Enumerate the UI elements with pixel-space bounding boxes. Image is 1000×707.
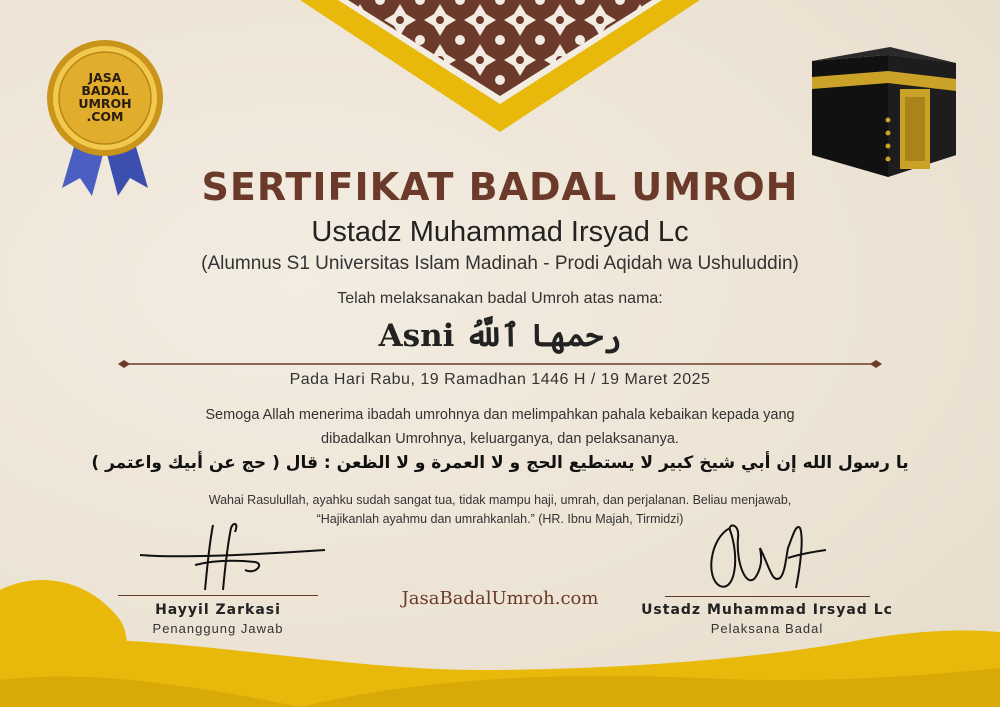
date-text: Pada Hari Rabu, 19 Ramadhan 1446 H / 19 Maret 2025 (289, 371, 711, 388)
performer-name: Ustadz Muhammad Irsyad Lc (311, 216, 689, 248)
badge-line: .COM (86, 109, 124, 124)
prayer-line: Semoga Allah menerima ibadah umrohnya dan melimpahkan pahala kebaikan kepada yang (205, 407, 795, 423)
divider (118, 358, 882, 370)
hadith-line: Wahai Rasulullah, ayahku sudah sangat tua, tidak mampu haji, umrah, dan perjalanan. Beliau menjawab, (208, 493, 792, 507)
badge-line: UMROH (78, 96, 132, 111)
website-link[interactable]: JasaBadalUmroh.com (401, 588, 599, 609)
intro-text: Telah melaksanakan badal Umroh atas nama: (337, 290, 663, 307)
hadith-line: “Hajikanlah ayahmu dan umrahkanlah.” (HR. Ibnu Majah, Tirmidzi) (316, 512, 684, 526)
prayer-text (0, 403, 1000, 451)
signer-left-role: Penanggung Jawab (152, 621, 284, 636)
geometric-ornament (300, 0, 700, 135)
badge-line: JASA (88, 70, 122, 85)
prayer-line: dibadalkan Umrohnya, keluarganya, dan pelaksananya. (321, 431, 679, 447)
signer-left-name: Hayyil Zarkasi (155, 602, 281, 618)
deceased-name: Asni رحمها ٱللَّهُ (378, 318, 622, 354)
arabic-hadith: يا رسول الله إن أبي شيخ كبير لا يستطيع الحج و لا العمرة و لا الظعن : قال ( حج عن أبيك واعتمر ) (91, 453, 909, 473)
certificate-title: SERTIFIKAT BADAL UMROH (201, 165, 799, 209)
signer-right-role: Pelaksana Badal (710, 621, 824, 636)
kaaba-icon (808, 25, 960, 180)
signer-right-name: Ustadz Muhammad Irsyad Lc (641, 602, 893, 618)
signature-right (700, 518, 840, 600)
performer-alumni: (Alumnus S1 Universitas Islam Madinah - Prodi Aqidah wa Ushuluddin) (201, 253, 799, 274)
badge-line: BADAL (81, 83, 129, 98)
signature-line-right (665, 596, 870, 597)
